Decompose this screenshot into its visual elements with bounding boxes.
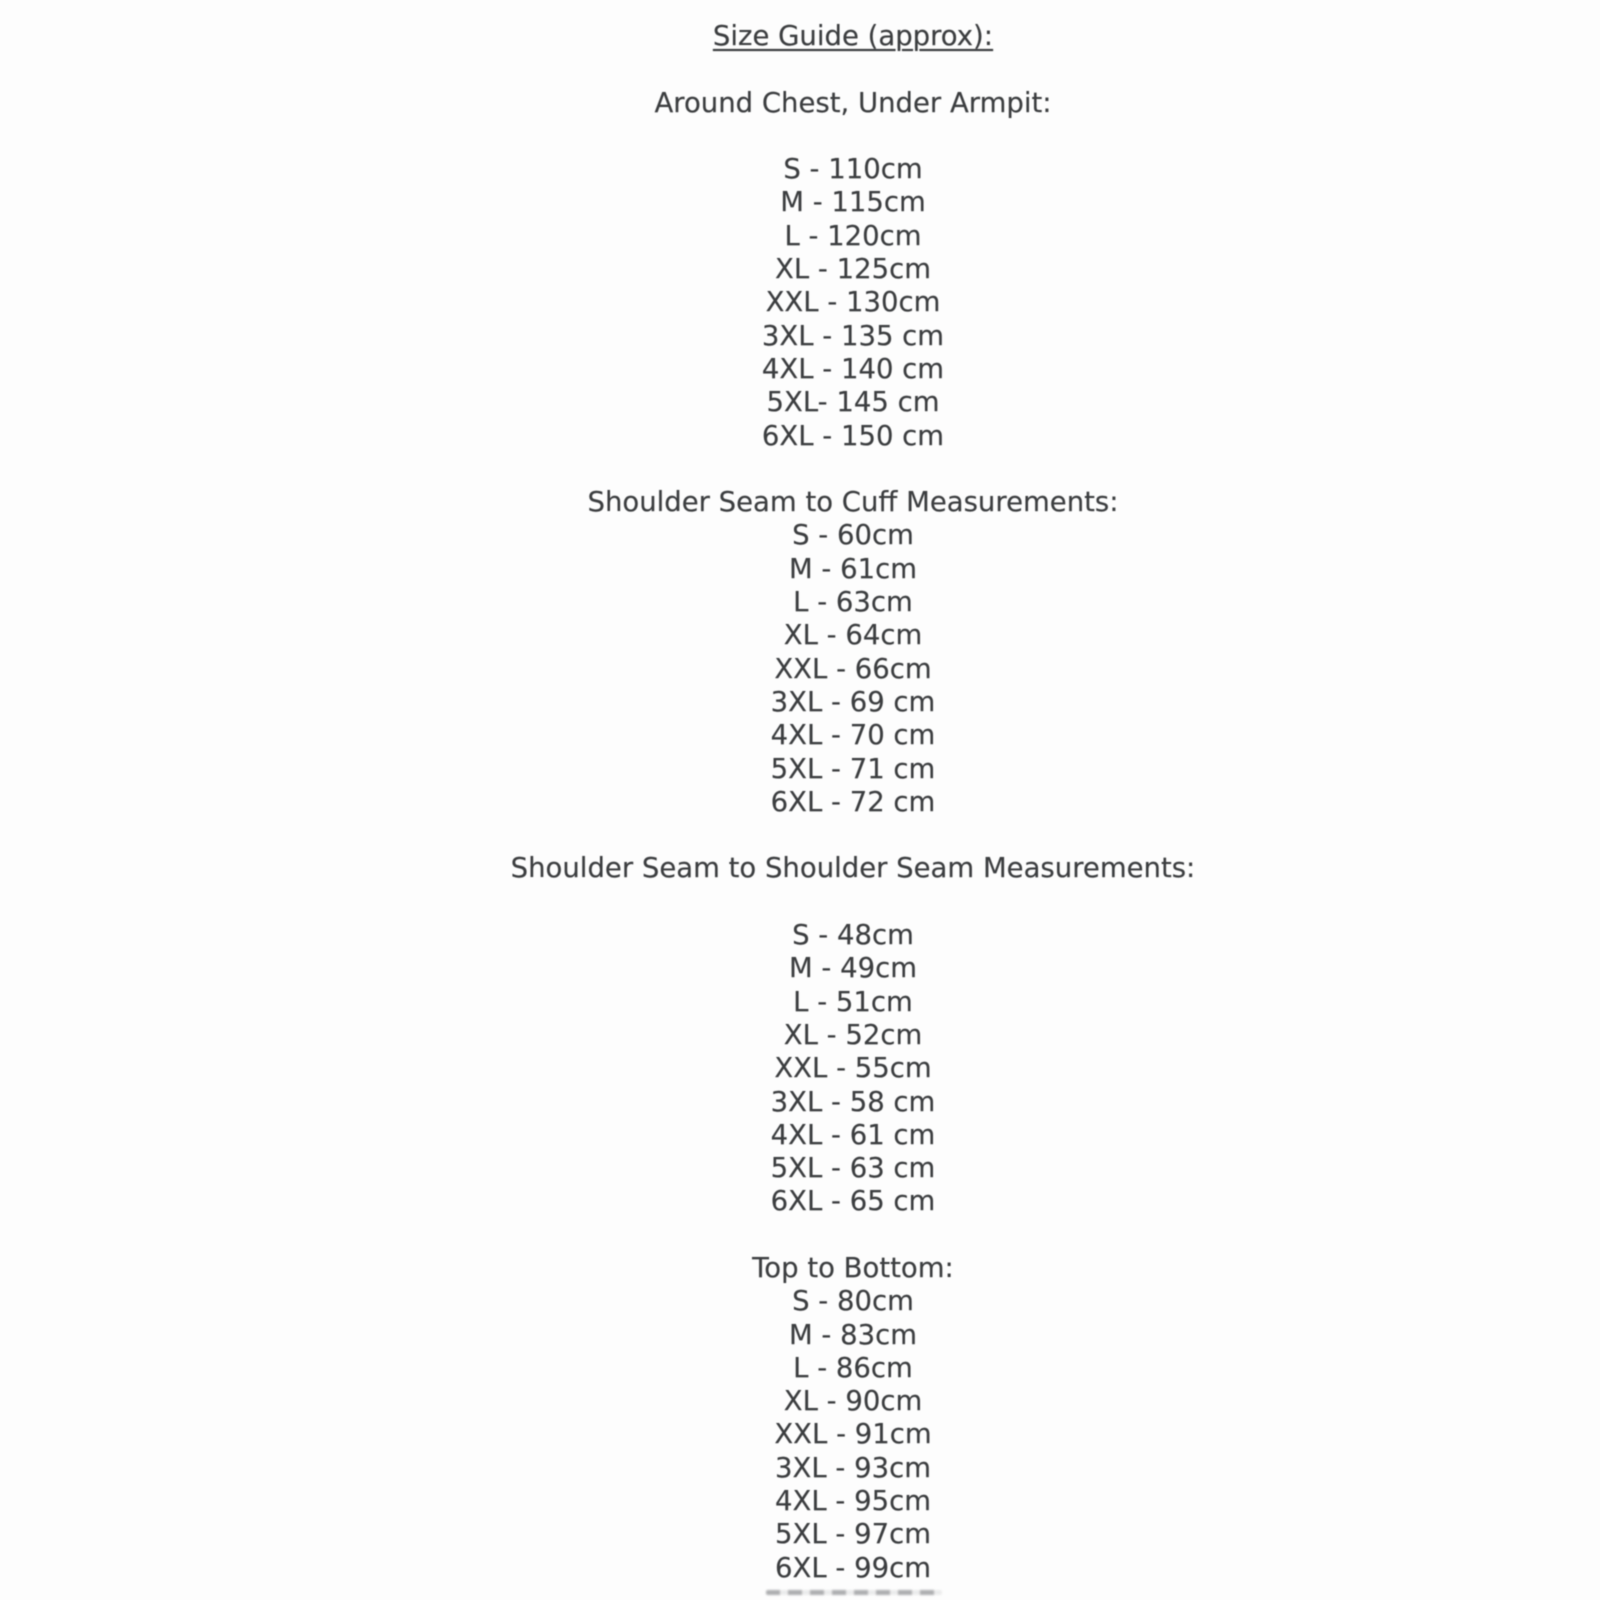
size-row: 6XL - 150 cm	[761, 419, 945, 452]
size-row: 3XL - 69 cm	[770, 685, 936, 718]
size-row: 5XL - 71 cm	[770, 752, 936, 785]
size-row: XL - 64cm	[783, 619, 923, 652]
size-row: 4XL - 95cm	[775, 1485, 931, 1518]
section-shoulder-to-shoulder	[503, 852, 1203, 1218]
size-row: 6XL - 65 cm	[770, 1185, 936, 1218]
size-row: 5XL- 145 cm	[766, 386, 940, 419]
size-row: L - 51cm	[793, 985, 913, 1018]
size-row: XXL - 130cm	[765, 286, 941, 319]
section-top-to-bottom	[503, 1252, 1203, 1585]
section-heading-shoulder-to-cuff: Shoulder Seam to Cuff Measurements:	[587, 486, 1119, 519]
section-around-chest	[503, 87, 1203, 453]
section-heading-top-to-bottom: Top to Bottom:	[752, 1251, 954, 1284]
size-row: M - 83cm	[788, 1318, 918, 1351]
size-guide-content	[503, 20, 1203, 1585]
size-row: L - 120cm	[784, 219, 922, 252]
size-row: XXL - 55cm	[774, 1052, 932, 1085]
section-heading-shoulder-to-shoulder: Shoulder Seam to Shoulder Seam Measurements:	[510, 852, 1196, 885]
cropped-next-line-sliver	[766, 1590, 942, 1595]
size-list-shoulder-to-cuff	[503, 519, 1203, 819]
size-list-top-to-bottom	[503, 1285, 1203, 1585]
size-row: S - 60cm	[792, 519, 914, 552]
size-row: M - 49cm	[788, 952, 918, 985]
size-row: XXL - 66cm	[774, 652, 932, 685]
size-row: 4XL - 61 cm	[770, 1118, 936, 1151]
size-row: 6XL - 99cm	[775, 1551, 931, 1584]
size-row: 4XL - 140 cm	[761, 352, 945, 385]
size-row: 4XL - 70 cm	[770, 719, 936, 752]
size-row: 5XL - 97cm	[775, 1518, 931, 1551]
size-row: S - 48cm	[792, 919, 914, 952]
size-row: XL - 90cm	[783, 1385, 923, 1418]
size-row: XXL - 91cm	[774, 1418, 932, 1451]
section-heading-around-chest: Around Chest, Under Armpit:	[654, 86, 1052, 119]
size-row: L - 86cm	[793, 1351, 913, 1384]
size-row: 5XL - 63 cm	[770, 1152, 936, 1185]
size-row: 6XL - 72 cm	[770, 785, 936, 818]
page-title: Size Guide (approx):	[712, 20, 994, 52]
size-row: L - 63cm	[793, 586, 913, 619]
size-row: 3XL - 58 cm	[770, 1085, 936, 1118]
size-row: S - 80cm	[792, 1285, 914, 1318]
size-row: XL - 125cm	[775, 253, 931, 286]
size-row: M - 115cm	[780, 186, 926, 219]
size-list-shoulder-to-shoulder	[503, 919, 1203, 1219]
size-row: 3XL - 135 cm	[761, 319, 945, 352]
size-row: S - 110cm	[783, 153, 923, 186]
size-row: M - 61cm	[788, 552, 918, 585]
size-row: 3XL - 93cm	[775, 1451, 931, 1484]
section-shoulder-to-cuff	[503, 486, 1203, 819]
size-row: XL - 52cm	[783, 1018, 923, 1051]
size-list-around-chest	[503, 153, 1203, 453]
